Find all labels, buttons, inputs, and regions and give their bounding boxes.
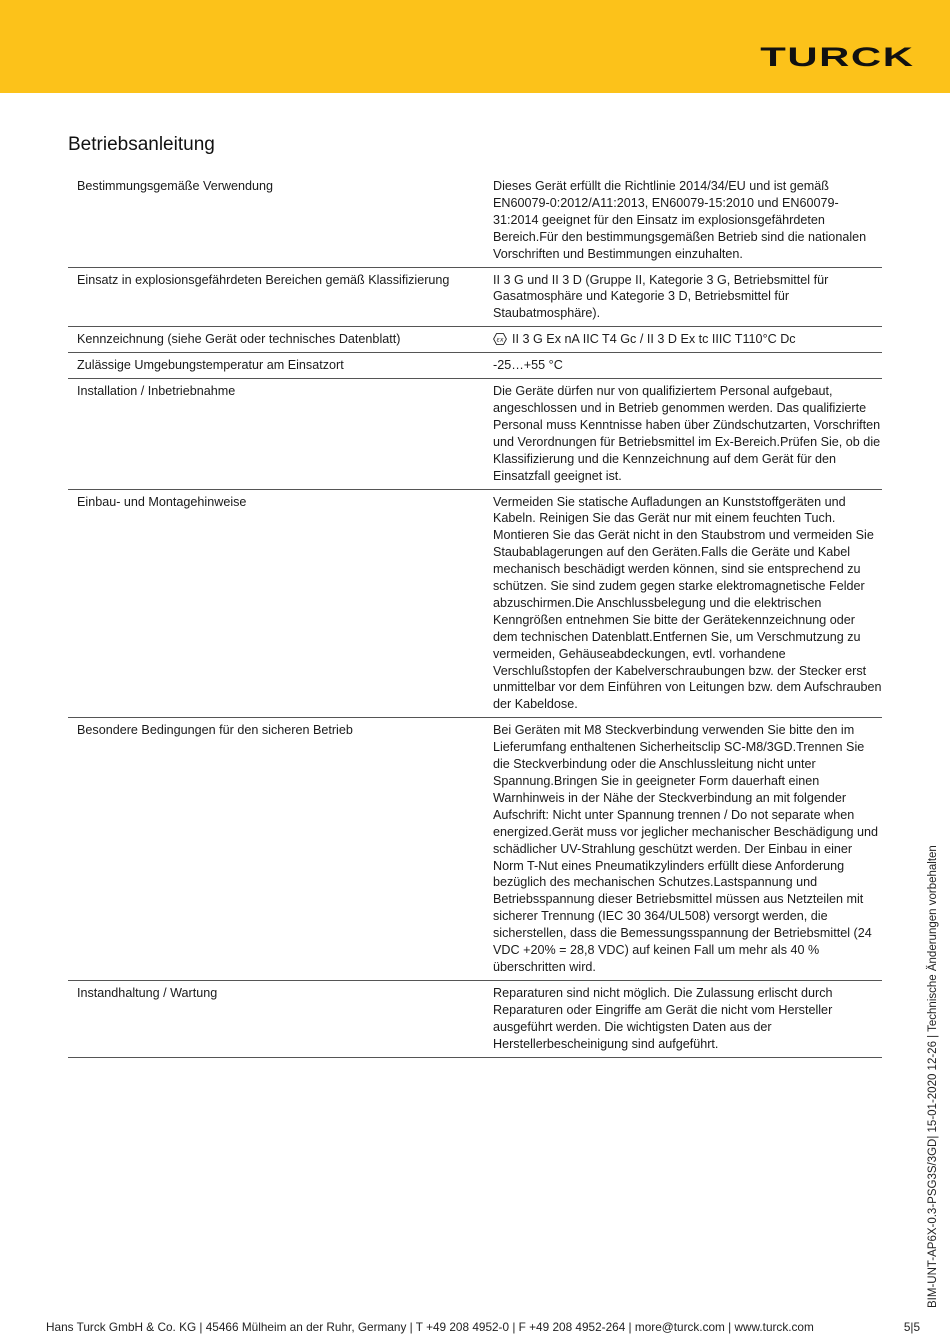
row-value: Dieses Gerät erfüllt die Richtlinie 2014/34/EU und ist gemäß EN60079-0:2012/A11:2013, EN60079-15:2010 und EN60079-31:2014 geeignet für den Einsatz im explosionsgefährdeten Bereich.Für den bestimmungsgemäßen Betrieb sind die nationalen Vorschriften und Bestimmungen einzuhalten. <box>484 174 882 267</box>
row-label: Instandhaltung / Wartung <box>68 980 484 1057</box>
page-title: Betriebsanleitung <box>68 134 215 155</box>
table-row <box>68 379 882 489</box>
table-row <box>68 174 882 267</box>
row-value: -25…+55 °C <box>484 353 882 379</box>
row-value: II 3 G und II 3 D (Gruppe II, Kategorie 3 G, Betriebsmittel für Gasatmosphäre und Kategorie 3 D, Betriebsmittel für Staubatmosphäre). <box>484 267 882 327</box>
table-row <box>68 489 882 718</box>
row-label: Bestimmungsgemäße Verwendung <box>68 174 484 267</box>
table-row <box>68 980 882 1057</box>
row-value: Die Geräte dürfen nur von qualifiziertem Personal aufgebaut, angeschlossen und in Betrieb genommen werden. Das qualifizierte Personal muss Kenntnisse haben über Zündschutzarten, Vorschriften und Verordnungen für Betriebsmittel im Ex-Bereich.Prüfen Sie, ob die Klassifizierung und die Kennzeichnung auf dem Gerät für den Einsatzfall geeignet ist. <box>484 379 882 489</box>
row-value: Reparaturen sind nicht möglich. Die Zulassung erlischt durch Reparaturen oder Eingriffe am Gerät die nicht vom Hersteller ausgeführt werden. Die wichtigsten Daten aus der Herstellerbescheinigung sind aufgeführt. <box>484 980 882 1057</box>
row-value: Vermeiden Sie statische Aufladungen an Kunststoffgeräten und Kabeln. Reinigen Sie das Gerät nur mit einem feuchten Tuch. Montieren Sie das Gerät nicht in den Staubstrom und vermeiden Sie Staubablagerungen auf den Geräten.Falls die Geräte und Kabel mechanisch beschädigt werden können, sind sie entsprechend zu schützen. Sie sind zudem gegen starke elektromagnetische Felder abzuschirmen.Die Anschlussbelegung und die elektrischen Kenngrößen entnehmen Sie bitte der Gerätekennzeichnung oder dem technischen Datenblatt.Entfernen Sie, um Verschmutzung zu vermeiden, Gehäuseabdeckungen, evtl. vorhandene Verschlußstopfen der Kabelverschraubungen bzw. der Stecker erst unmittelbar vor dem Einführen von Leitungen bzw. dem Aufschrauben der Kabeldose. <box>484 489 882 718</box>
row-value: Bei Geräten mit M8 Steckverbindung verwenden Sie bitte den im Lieferumfang enthaltenen Sicherheitsclip SC-M8/3GD.Trennen Sie die Steckverbindung oder die Anschlussleitung nicht unter Spannung.Bringen Sie in geeigneter Form dauerhaft einen Warnhinweis in der Nähe der Steckverbindung an mit folgender Aufschrift: Nicht unter Spannung trennen / Do not separate when energized.Gerät muss vor jeglicher mechanischer Beschädigung und schädlicher UV-Strahlung geschützt werden. Der Einbau in einer Norm T-Nut eines Pneumatikzylinders erfüllt diese Anforderung bezüglich des mechanischen Schutzes.Lastspannung und Betriebsspannung dieser Betriebsmittel müssen aus Netzteilen mit sicherer Trennung (IEC 30 364/UL508) versorgt werden, die sicherstellen, dass die Bemessungsspannung der Betriebsmittel (24 VDC +20% = 28,8 VDC) auf keinen Fall um mehr als 40 % überschritten wird. <box>484 718 882 981</box>
header-band <box>0 0 950 93</box>
row-label: Zulässige Umgebungstemperatur am Einsatzort <box>68 353 484 379</box>
footer-contact: Hans Turck GmbH & Co. KG | 45466 Mülheim an der Ruhr, Germany | T +49 208 4952-0 | F +49 208 4952-264 | more@turck.com | www.turck.com <box>46 1320 814 1334</box>
row-label: Einbau- und Montagehinweise <box>68 489 484 718</box>
table-row <box>68 327 882 353</box>
row-value-text: II 3 G Ex nA IIC T4 Gc / II 3 D Ex tc IIIC T110°C Dc <box>512 332 796 347</box>
table-row <box>68 718 882 981</box>
svg-text:εx: εx <box>496 336 504 344</box>
row-label: Kennzeichnung (siehe Gerät oder technisches Datenblatt) <box>68 327 484 353</box>
page-number: 5|5 <box>903 1320 920 1334</box>
spec-table <box>68 174 882 1058</box>
table-row <box>68 353 882 379</box>
table-row <box>68 267 882 327</box>
turck-logo: TURCK <box>759 42 914 72</box>
row-value <box>484 327 882 353</box>
row-label: Installation / Inbetriebnahme <box>68 379 484 489</box>
row-label: Einsatz in explosionsgefährdeten Bereichen gemäß Klassifizierung <box>68 267 484 327</box>
ex-marking-icon <box>493 333 507 345</box>
row-label: Besondere Bedingungen für den sicheren Betrieb <box>68 718 484 981</box>
document-id-sidebar: BIM-UNT-AP6X-0.3-PSG3S/3GD| 15-01-2020 12-26 | Technische Änderungen vorbehalten <box>927 845 939 1308</box>
